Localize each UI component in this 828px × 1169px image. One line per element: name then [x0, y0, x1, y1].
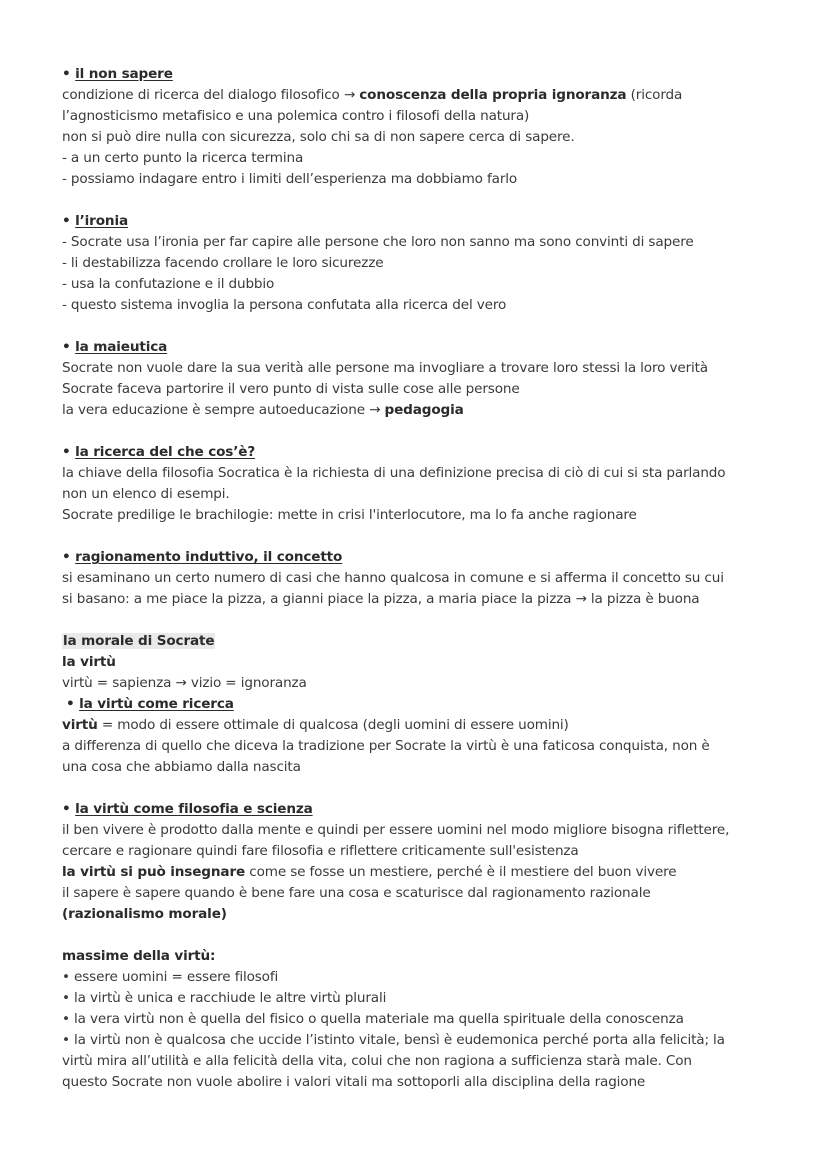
document-page: [62, 64, 782, 1093]
paragraph-line: virtù mira all’utilità e alla felicità della vita, colui che non ragiona a sufficienza starà male. Con: [62, 1053, 692, 1069]
paragraph-line: si basano: a me piace la pizza, a gianni piace la pizza, a maria piace la pizza → la pizza è buona: [62, 591, 700, 607]
list-item: - li destabilizza facendo crollare le loro sicurezze: [62, 255, 384, 271]
heading-non-sapere: • il non sapere: [62, 66, 173, 82]
paragraph-line: Socrate faceva partorire il vero punto di vista sulle cose alle persone: [62, 381, 520, 397]
paragraph-line: il sapere è sapere quando è bene fare una cosa e scaturisce dal ragionamento razionale: [62, 885, 651, 901]
list-item: • la virtù non è qualcosa che uccide l’istinto vitale, bensì è eudemonica perché porta alla felicità; la: [62, 1032, 725, 1048]
paragraph-line: virtù = sapienza → vizio = ignoranza: [62, 675, 307, 691]
heading-maieutica: • la maieutica: [62, 339, 168, 355]
section-title-morale: la morale di Socrate: [63, 633, 215, 649]
heading-massime: massime della virtù:: [62, 948, 216, 964]
paragraph-line: l’agnosticismo metafisico e una polemica contro i filosofi della natura): [62, 108, 530, 124]
list-item: • la virtù è unica e racchiude le altre virtù plurali: [62, 990, 387, 1006]
paragraph-line: una cosa che abbiamo dalla nascita: [62, 759, 301, 775]
list-item: - usa la confutazione e il dubbio: [62, 276, 275, 292]
list-item: - Socrate usa l’ironia per far capire alle persone che loro non sanno ma sono convinti di sapere: [62, 234, 694, 250]
paragraph-line: (razionalismo morale): [62, 906, 227, 922]
paragraph-line: cercare e ragionare quindi fare filosofia e riflettere criticamente sull'esistenza: [62, 843, 579, 859]
list-item: • essere uomini = essere filosofi: [62, 969, 279, 985]
paragraph-line: si esaminano un certo numero di casi che hanno qualcosa in comune e si afferma il concetto su cui: [62, 570, 724, 586]
paragraph-line: Socrate non vuole dare la sua verità alle persone ma invogliare a trovare loro stessi la loro verità: [62, 360, 708, 376]
paragraph-line: la vera educazione è sempre autoeducazione → pedagogia: [62, 402, 464, 418]
paragraph-line: non un elenco di esempi.: [62, 486, 230, 502]
paragraph-line: virtù = modo di essere ottimale di qualcosa (degli uomini di essere uomini): [62, 717, 569, 733]
subtitle-virtu: la virtù: [62, 654, 116, 670]
heading-ricerca-che-cose: • la ricerca del che cos’è?: [62, 444, 256, 460]
paragraph-line: non si può dire nulla con sicurezza, solo chi sa di non sapere cerca di sapere.: [62, 129, 575, 145]
list-item: • la vera virtù non è quella del fisico o quella materiale ma quella spirituale della conoscenza: [62, 1011, 684, 1027]
paragraph-line: condizione di ricerca del dialogo filosofico → conoscenza della propria ignoranza (ricorda: [62, 87, 683, 103]
paragraph-line: a differenza di quello che diceva la tradizione per Socrate la virtù è una faticosa conquista, non è: [62, 738, 710, 754]
paragraph-line: Socrate predilige le brachilogie: mette in crisi l'interlocutore, ma lo fa anche ragionare: [62, 507, 637, 523]
heading-ragionamento-induttivo: • ragionamento induttivo, il concetto: [62, 549, 343, 565]
paragraph-line: la chiave della filosofia Socratica è la richiesta di una definizione precisa di ciò di cui si sta parlando: [62, 465, 726, 481]
heading-virtu-filosofia: • la virtù come filosofia e scienza: [62, 801, 313, 817]
paragraph-line: questo Socrate non vuole abolire i valori vitali ma sottoporli alla disciplina della ragione: [62, 1074, 646, 1090]
list-item: - a un certo punto la ricerca termina: [62, 150, 304, 166]
paragraph-line: la virtù si può insegnare come se fosse un mestiere, perché è il mestiere del buon vivere: [62, 864, 677, 880]
list-item: - possiamo indagare entro i limiti dell’esperienza ma dobbiamo farlo: [62, 171, 518, 187]
heading-virtu-ricerca: • la virtù come ricerca: [66, 696, 234, 712]
paragraph-line: il ben vivere è prodotto dalla mente e quindi per essere uomini nel modo migliore bisogna riflettere,: [62, 822, 730, 838]
heading-ironia: • l’ironia: [62, 213, 128, 229]
list-item: - questo sistema invoglia la persona confutata alla ricerca del vero: [62, 297, 507, 313]
